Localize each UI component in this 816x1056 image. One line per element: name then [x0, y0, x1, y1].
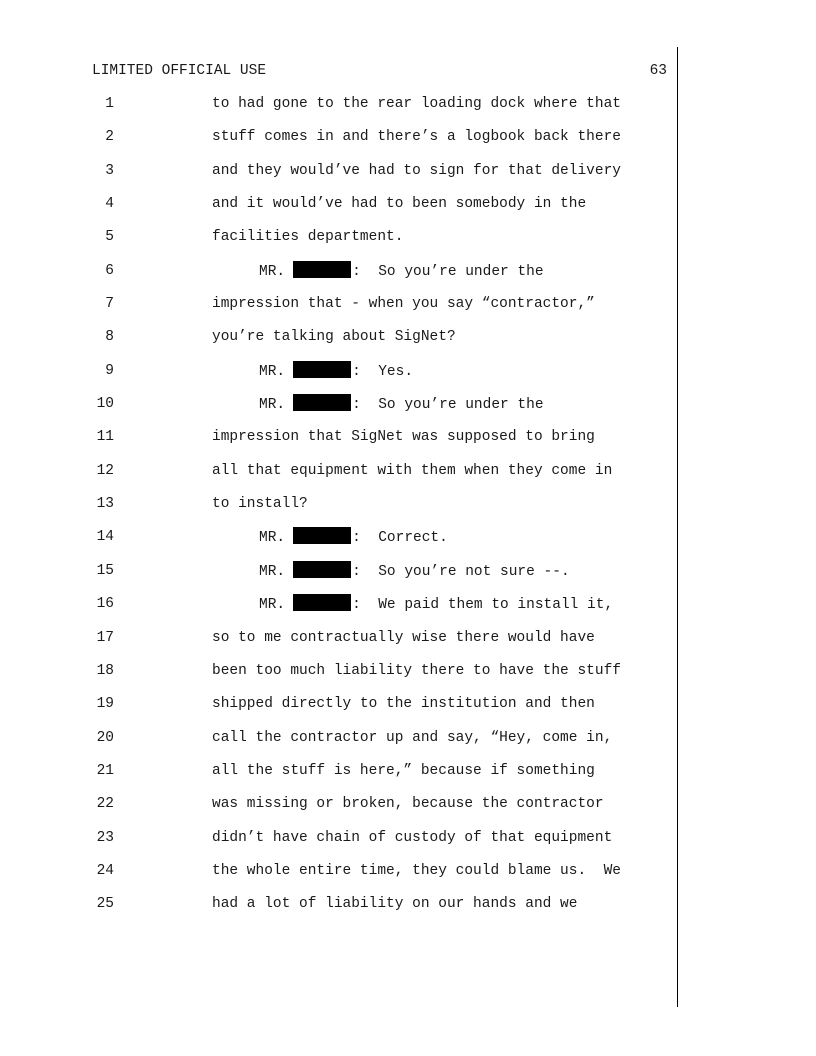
page-number: 63	[649, 63, 667, 79]
line-text: shipped directly to the institution and then	[212, 696, 595, 713]
line-text: all that equipment with them when they come in	[212, 462, 613, 479]
speaker-title: MR.	[259, 263, 286, 280]
speaker-text: : We paid them to install it,	[352, 597, 614, 614]
transcript-line	[0, 561, 816, 594]
line-number: 15	[96, 562, 114, 579]
line-number: 22	[96, 796, 114, 813]
transcript-line	[0, 761, 816, 794]
line-number: 7	[105, 296, 114, 313]
speaker-text: : Yes.	[352, 363, 414, 380]
line-number: 24	[96, 862, 114, 879]
redaction-block	[293, 561, 351, 578]
transcript-line	[0, 361, 816, 394]
transcript-line	[0, 661, 816, 694]
classification-label: LIMITED OFFICIAL USE	[92, 63, 267, 79]
line-number: 9	[105, 362, 114, 379]
transcript-line	[0, 127, 816, 160]
line-text: to had gone to the rear loading dock where that	[212, 96, 621, 112]
transcript-line	[0, 794, 816, 827]
line-number: 16	[96, 596, 114, 613]
speaker-title: MR.	[259, 597, 286, 614]
speaker-text: : So you’re under the	[352, 263, 544, 280]
line-number: 13	[96, 496, 114, 513]
line-text: was missing or broken, because the contractor	[212, 796, 604, 813]
line-number: 6	[105, 262, 114, 279]
transcript-line	[0, 828, 816, 861]
redaction-block	[293, 594, 351, 611]
redaction-block	[293, 261, 351, 278]
transcript-line	[0, 161, 816, 194]
line-number: 19	[96, 696, 114, 713]
transcript-line	[0, 694, 816, 727]
line-number: 1	[105, 96, 114, 112]
transcript-line	[0, 261, 816, 294]
line-text: impression that - when you say “contractor,”	[212, 296, 595, 313]
transcript-line	[0, 894, 816, 927]
line-text: didn’t have chain of custody of that equipment	[212, 829, 613, 846]
line-number: 3	[105, 162, 114, 179]
transcript-line	[0, 494, 816, 527]
redaction-block	[293, 527, 351, 544]
transcript-line	[0, 594, 816, 627]
line-number: 23	[96, 829, 114, 846]
line-number: 14	[96, 529, 114, 546]
line-number: 2	[105, 129, 114, 146]
line-number: 18	[96, 662, 114, 679]
line-number: 8	[105, 329, 114, 346]
line-number: 25	[96, 896, 114, 913]
line-number: 11	[96, 429, 114, 446]
transcript-line	[0, 461, 816, 494]
speaker-line	[259, 527, 448, 548]
transcript-line	[0, 427, 816, 460]
line-text: been too much liability there to have the stuff	[212, 662, 621, 679]
line-text: so to me contractually wise there would have	[212, 629, 595, 646]
line-number: 17	[96, 629, 114, 646]
line-number: 21	[96, 762, 114, 779]
transcript-line	[0, 94, 816, 127]
transcript-line	[0, 294, 816, 327]
line-text: all the stuff is here,” because if something	[212, 762, 595, 779]
line-text: the whole entire time, they could blame us. We	[212, 862, 621, 879]
speaker-line	[259, 561, 570, 582]
line-number: 12	[96, 462, 114, 479]
line-text: impression that SigNet was supposed to bring	[212, 429, 595, 446]
line-number: 4	[105, 196, 114, 213]
line-text: call the contractor up and say, “Hey, come in,	[212, 729, 613, 746]
speaker-title: MR.	[259, 563, 286, 580]
speaker-title: MR.	[259, 363, 286, 380]
transcript-line	[0, 327, 816, 360]
line-text: facilities department.	[212, 229, 404, 246]
line-text: stuff comes in and there’s a logbook back there	[212, 129, 621, 146]
transcript-line	[0, 227, 816, 260]
speaker-line	[259, 361, 413, 382]
transcript-line	[0, 861, 816, 894]
line-number: 20	[96, 729, 114, 746]
line-text: and they would’ve had to sign for that delivery	[212, 162, 621, 179]
line-text: you’re talking about SigNet?	[212, 329, 456, 346]
redaction-block	[293, 394, 351, 411]
line-text: and it would’ve had to been somebody in the	[212, 196, 587, 213]
transcript-line	[0, 394, 816, 427]
transcript-line	[0, 527, 816, 560]
speaker-text: : So you’re not sure --.	[352, 563, 570, 580]
line-text: had a lot of liability on our hands and we	[212, 896, 578, 913]
speaker-line	[259, 394, 544, 415]
speaker-title: MR.	[259, 397, 286, 414]
transcript-line	[0, 628, 816, 661]
speaker-text: : Correct.	[352, 530, 448, 547]
line-number: 10	[96, 396, 114, 413]
speaker-title: MR.	[259, 530, 286, 547]
transcript-lines	[0, 94, 816, 928]
speaker-line	[259, 594, 613, 615]
page-header	[92, 61, 667, 81]
redaction-block	[293, 361, 351, 378]
speaker-text: : So you’re under the	[352, 397, 544, 414]
line-number: 5	[105, 229, 114, 246]
line-text: to install?	[212, 496, 308, 513]
transcript-line	[0, 194, 816, 227]
speaker-line	[259, 261, 544, 282]
transcript-line	[0, 728, 816, 761]
